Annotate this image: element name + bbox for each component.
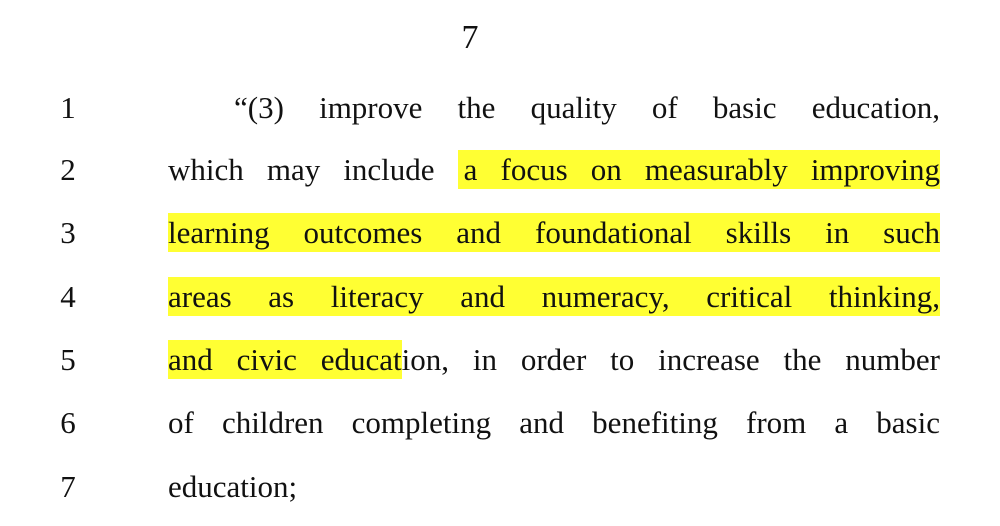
text-line [0, 403, 1000, 443]
text-line [0, 213, 1000, 253]
text-line [0, 340, 1000, 380]
line-number: 1 [60, 90, 76, 125]
plain-text: ion, in order to increase the number [401, 342, 940, 377]
line-number: 3 [60, 215, 76, 250]
highlighted-text: areas as literacy and numeracy, critical thinking, [168, 279, 940, 314]
text-line [0, 277, 1000, 317]
line-text [168, 340, 940, 380]
line-text [168, 277, 940, 317]
plain-text: which may include [168, 152, 435, 187]
line-number: 4 [60, 279, 76, 314]
text-line [0, 467, 1000, 507]
line-text: of children completing and benefiting from a basic [168, 405, 940, 440]
line-number: 2 [60, 152, 76, 187]
highlighted-text: a focus on measurably improving [458, 150, 940, 189]
line-text: “(3) improve the quality of basic education, [234, 90, 940, 125]
line-number: 7 [60, 469, 76, 504]
page-number: 7 [461, 19, 479, 56]
line-text: education; [168, 469, 298, 504]
line-number: 6 [60, 405, 76, 440]
text-line [0, 150, 1000, 190]
line-text [168, 213, 940, 253]
line-text [168, 150, 940, 190]
text-line [0, 88, 1000, 128]
highlighted-text: learning outcomes and foundational skills in such [168, 215, 940, 250]
line-number: 5 [60, 342, 76, 377]
highlighted-text: and civic educat [168, 342, 402, 377]
